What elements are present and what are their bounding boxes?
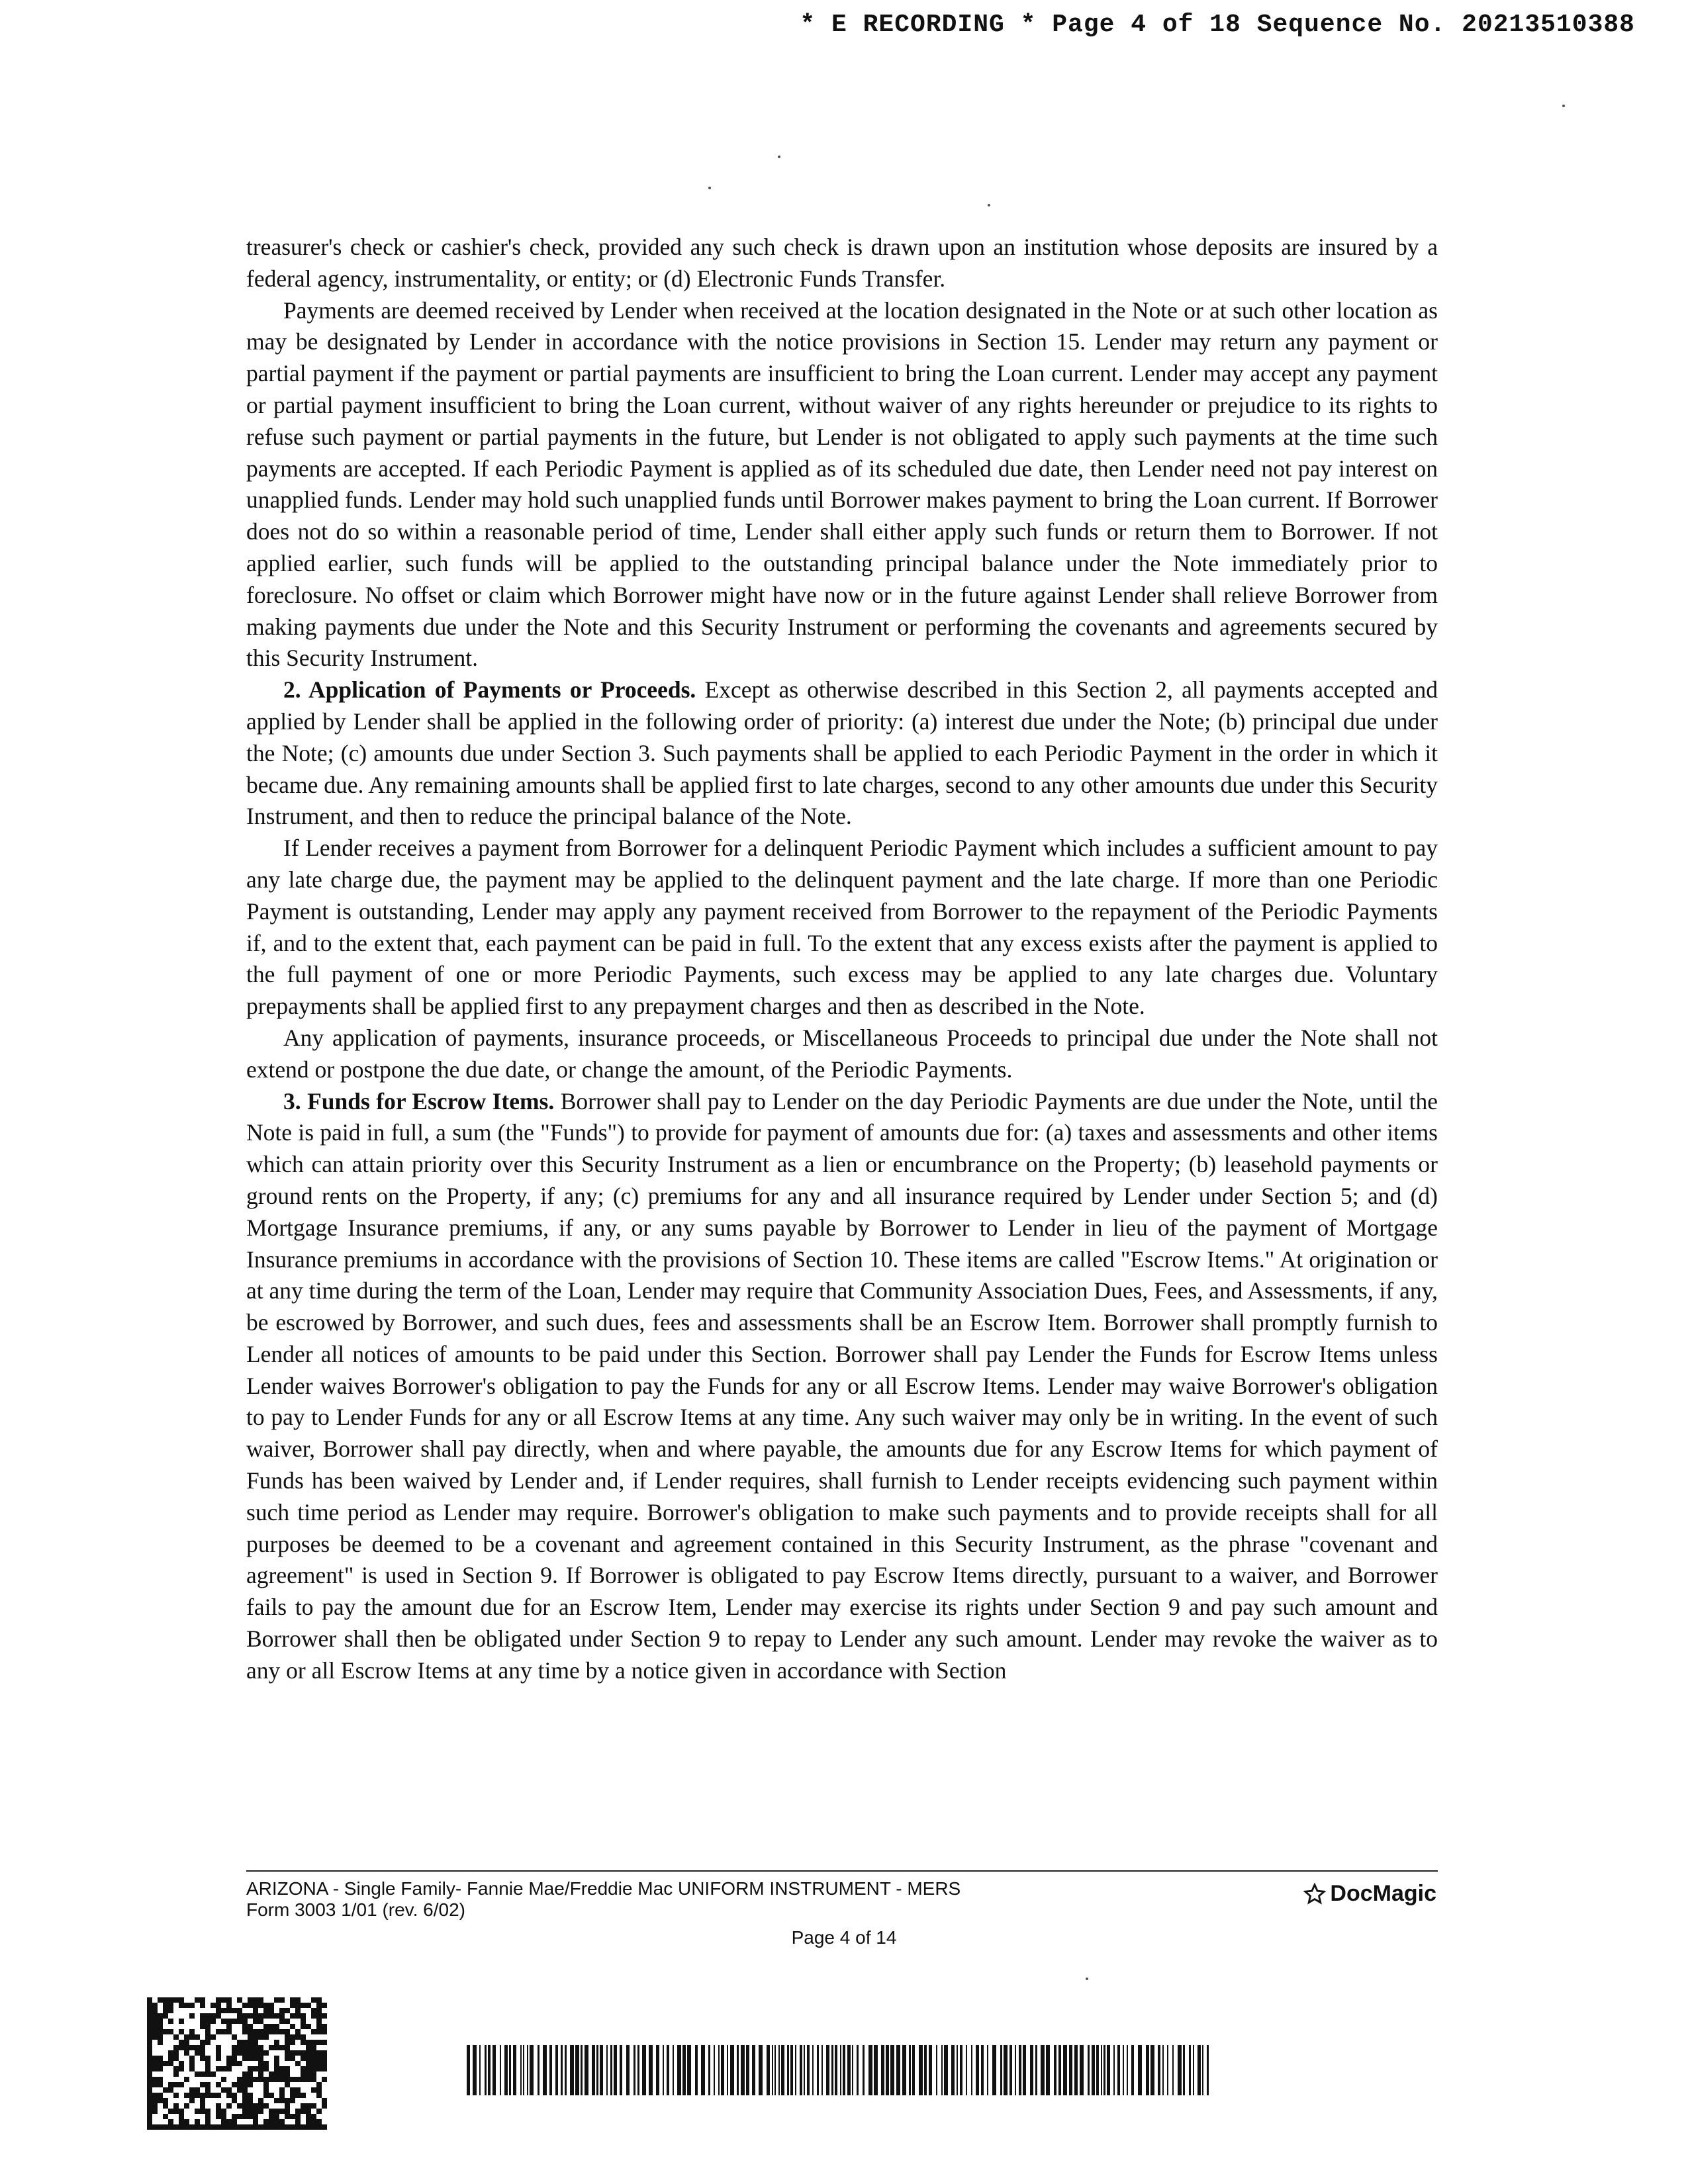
section-2	[246, 674, 1438, 833]
star-icon	[1303, 1883, 1326, 1905]
document-body	[246, 232, 1438, 1687]
footer-page-number: Page 4 of 14	[791, 1927, 897, 1948]
paragraph-application-of-payments: Any application of payments, insurance proceeds, or Miscellaneous Proceeds to principal due under the Note shall not extend or postpone the due date, or change the amount, of the Periodic Payments.	[246, 1024, 1438, 1083]
section-3-heading: 3. Funds for Escrow Items.	[283, 1087, 555, 1115]
scan-speck	[1086, 1978, 1088, 1980]
qr-code	[147, 1997, 327, 2130]
barcode	[467, 2045, 1215, 2095]
scan-speck	[988, 204, 990, 206]
paragraph-delinquent-payment: If Lender receives a payment from Borrower for a delinquent Periodic Payment which includes a sufficient amount to pay any late charge due, the payment may be applied to the delinquent payment and the late charge. If more than one Periodic Payment is outstanding, Lender may apply any payment received from Borrower to the repayment of the Periodic Payments if, and to the extent that, each payment can be paid in full. To the extent that any excess exists after the payment is applied to the full payment of one or more Periodic Payments, such excess may be applied to any late charges due. Voluntary prepayments shall be applied first to any prepayment charges and then as described in the Note.	[246, 835, 1438, 1020]
section-3-text: Borrower shall pay to Lender on the day Periodic Payments are due under the Note, until the Note is paid in full, a sum (the "Funds") to provide for payment of amounts due for: (a) taxes and assessments and other items which can attain priority over this Security Instrument as a lien or encumbrance on the Property; (b) leasehold payments or ground rents on the Property, if any; (c) premiums for any and all insurance required by Lender under Section 5; and (d) Mortgage Insurance premiums, if any, or any sums payable by Borrower to Lender in lieu of the payment of Mortgage Insurance premiums in accordance with the provisions of Section 10. These items are called "Escrow Items." At origination or at any time during the term of the Loan, Lender may require that Community Association Dues, Fees, and Assessments, if any, be escrowed by Borrower, and such dues, fees and assessments shall be an Escrow Item. Borrower shall promptly furnish to Lender all notices of amounts to be paid under this Section. Borrower shall pay Lender the Funds for Escrow Items unless Lender waives Borrower's obligation to pay the Funds for any or all Escrow Items. Lender may waive Borrower's obligation to pay to Lender Funds for any or all Escrow Items at any time. Any such waiver may only be in writing. In the event of such waiver, Borrower shall pay directly, when and where payable, the amounts due for any Escrow Items for which payment of Funds has been waived by Lender and, if Lender requires, shall furnish to Lender receipts evidencing such payment within such time period as Lender may require. Borrower's obligation to make such payments and to provide receipts shall for all purposes be deemed to be a covenant and agreement contained in this Security Instrument, as the phrase "covenant and agreement" is used in Section 9. If Borrower is obligated to pay Escrow Items directly, pursuant to a waiver, and Borrower fails to pay the amount due for an Escrow Item, Lender may exercise its rights under Section 9 and pay such amount and Borrower shall then be obligated under Section 9 to repay to Lender any such amount. Lender may revoke the waiver as to any or all Escrow Items at any time by a notice given in accordance with Section	[246, 1087, 1438, 1684]
footer-divider	[246, 1870, 1438, 1872]
footer-form-title: ARIZONA - Single Family- Fannie Mae/Freddie Mac UNIFORM INSTRUMENT - MERS	[246, 1878, 961, 1899]
paragraph-payments-received: Payments are deemed received by Lender when received at the location designated in the Note or at such other location as may be designated by Lender in accordance with the notice provisions in Section 15. Lender may return any payment or partial payment if the payment or partial payments are insufficient to bring the Loan current. Lender may accept any payment or partial payment insufficient to bring the Loan current, without waiver of any rights hereunder or prejudice to its rights to refuse such payment or partial payments in the future, but Lender is not obligated to apply such payments at the time such payments are accepted. If each Periodic Payment is applied as of its scheduled due date, then Lender need not pay interest on unapplied funds. Lender may hold such unapplied funds until Borrower makes payment to bring the Loan current. If Borrower does not do so within a reasonable period of time, Lender shall either apply such funds or return them to Borrower. If not applied earlier, such funds will be applied to the outstanding principal balance under the Note immediately prior to foreclosure. No offset or claim which Borrower might have now or in the future against Lender shall relieve Borrower from making payments due under the Note and this Security Instrument or performing the covenants and agreements secured by this Security Instrument.	[246, 296, 1438, 672]
section-2-text: Except as otherwise described in this Section 2, all payments accepted and applied by Lender shall be applied in the following order of priority: (a) interest due under the Note; (b) principal due under the Note; (c) amounts due under Section 3. Such payments shall be applied to each Periodic Payment in the order in which it became due. Any remaining amounts shall be applied first to late charges, second to any other amounts due under this Security Instrument, and then to reduce the principal balance of the Note.	[246, 676, 1438, 830]
scan-speck	[778, 156, 780, 158]
docmagic-logo-text: DocMagic	[1330, 1881, 1436, 1906]
recording-header: * E RECORDING * Page 4 of 18 Sequence No. 20213510388	[800, 11, 1635, 39]
section-2-heading: 2. Application of Payments or Proceeds.	[283, 676, 696, 704]
docmagic-logo	[1303, 1881, 1436, 1907]
section-3	[246, 1086, 1438, 1687]
paragraph-continuation: treasurer's check or cashier's check, provided any such check is drawn upon an institution whose deposits are insured by a federal agency, instrumentality, or entity; or (d) Electronic Funds Transfer.	[246, 234, 1438, 292]
scan-speck	[1562, 105, 1565, 107]
footer-form-number: Form 3003 1/01 (rev. 6/02)	[246, 1899, 465, 1920]
footer-form-info	[246, 1878, 961, 1921]
scan-speck	[708, 187, 711, 189]
